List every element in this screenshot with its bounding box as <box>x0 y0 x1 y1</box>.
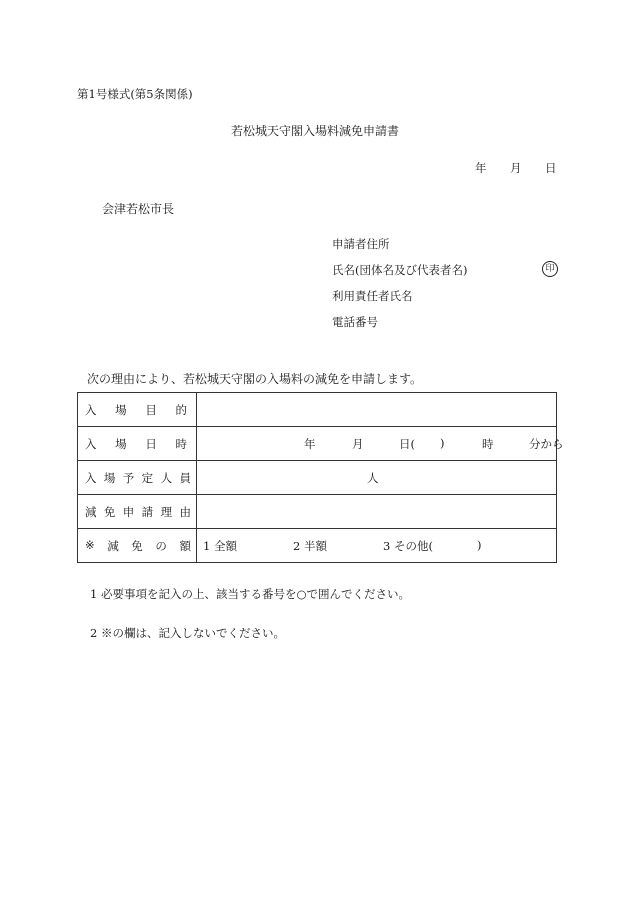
label-char: 入 <box>85 436 97 451</box>
responsible-person-label: 利用責任者氏名 <box>332 289 413 303</box>
datetime-minute-from: 分から <box>529 437 564 451</box>
row-reason <box>78 495 557 529</box>
amount-option-full[interactable]: 1 全額 <box>203 539 237 553</box>
addressee: 会津若松市長 <box>102 202 175 216</box>
applicant-address-label: 申請者住所 <box>332 237 390 251</box>
purpose-label <box>78 393 197 427</box>
label-char: 請 <box>141 504 154 519</box>
intro-text: 次の理由により、若松城天守閣の入場料の減免を申請します。 <box>87 372 423 386</box>
label-char: 入 <box>85 470 97 485</box>
amount-label <box>78 529 197 563</box>
label-char: 入 <box>85 402 97 417</box>
label-char: 予 <box>122 470 135 485</box>
row-amount <box>78 529 557 563</box>
form-number: 第1号様式(第5条関係) <box>77 87 193 101</box>
label-char: 申 <box>122 504 135 519</box>
row-people <box>78 461 557 495</box>
note-item: 1 必要事項を記入の上、該当する番号を○で囲んでください。 <box>90 587 411 601</box>
phone-number-label: 電話番号 <box>332 315 378 329</box>
label-char: 日 <box>145 436 157 451</box>
reason-label <box>78 495 197 529</box>
reason-field[interactable] <box>197 495 557 529</box>
row-datetime <box>78 427 557 461</box>
people-label <box>78 461 197 495</box>
label-char: 免 <box>103 504 116 519</box>
label-char: 減 <box>85 504 97 519</box>
datetime-paren-close: ) <box>440 436 445 450</box>
purpose-field[interactable] <box>197 393 557 427</box>
label-char: 定 <box>141 470 154 485</box>
label-char: 的 <box>175 402 187 417</box>
datetime-label <box>78 427 197 461</box>
application-table <box>77 392 564 563</box>
label-char: の <box>155 538 167 553</box>
label-char: ※ <box>85 537 95 552</box>
date-year: 年 <box>475 161 487 175</box>
people-field[interactable] <box>197 461 557 495</box>
row-purpose <box>78 393 557 427</box>
label-char: 目 <box>145 402 157 417</box>
label-char: 場 <box>115 436 127 451</box>
amount-field <box>197 529 557 563</box>
label-char: 場 <box>115 402 127 417</box>
date-day: 日 <box>545 161 557 175</box>
label-char: 人 <box>160 470 173 485</box>
people-unit: 人 <box>367 471 379 485</box>
seal-mark: 印 <box>542 261 558 277</box>
datetime-month: 月 <box>352 437 364 451</box>
datetime-hour: 時 <box>482 437 494 451</box>
label-char: 免 <box>131 538 143 553</box>
datetime-field[interactable] <box>197 427 564 461</box>
datetime-year: 年 <box>304 437 316 451</box>
document-title: 若松城天守閣入場料減免申請書 <box>230 124 399 138</box>
label-char: 場 <box>103 470 116 485</box>
label-char: 理 <box>160 504 173 519</box>
label-char: 由 <box>179 504 191 519</box>
applicant-name-label: 氏名(団体名及び代表者名) <box>332 263 468 277</box>
label-char: 額 <box>179 538 191 553</box>
date-month: 月 <box>510 161 522 175</box>
amount-option-half[interactable]: 2 半額 <box>293 539 327 553</box>
amount-option-other[interactable]: 3 その他( <box>383 539 433 553</box>
label-char: 員 <box>179 470 191 485</box>
label-char: 減 <box>107 538 119 553</box>
label-char: 時 <box>175 436 187 451</box>
datetime-day: 日( <box>399 437 415 451</box>
amount-option-other-close: ) <box>477 538 482 552</box>
note-item: 2 ※の欄は、記入しないでください。 <box>90 626 285 640</box>
